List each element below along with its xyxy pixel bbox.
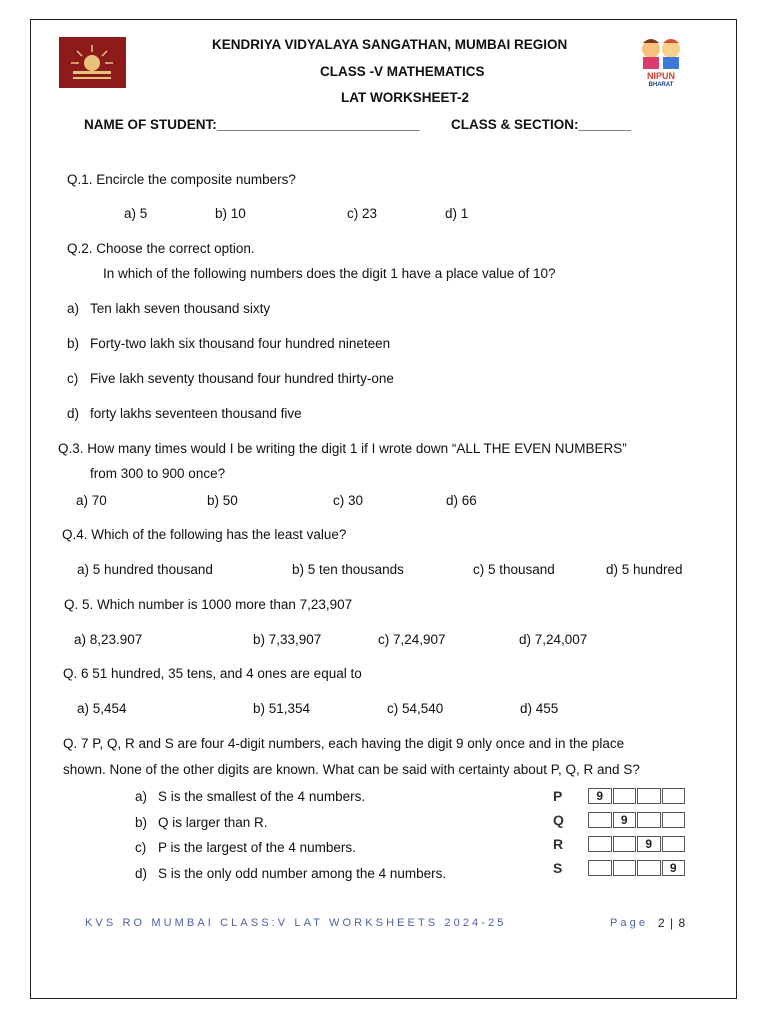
grid-row-p [588, 788, 686, 806]
worksheet-title: LAT WORKSHEET-2 [341, 90, 469, 105]
q4-option-a: a) 5 hundred thousand [77, 562, 213, 577]
q2-option-d-letter: d) [67, 406, 80, 421]
q5-option-b: b) 7,33,907 [253, 632, 322, 647]
grid-label-q: Q [553, 812, 564, 828]
grid-cell [613, 788, 637, 804]
q4-text: Q.4. Which of the following has the least value? [62, 527, 347, 542]
grid-cell [588, 836, 612, 852]
q2-option-a-letter: a) [67, 301, 80, 316]
svg-text:BHARAT: BHARAT [648, 82, 674, 87]
nipun-bharat-logo [633, 35, 689, 87]
q7-option-c: P is the largest of the 4 numbers. [158, 840, 356, 855]
grid-row-q [588, 812, 686, 830]
class-subject: CLASS -V MATHEMATICS [320, 64, 485, 79]
grid-cell [662, 812, 686, 828]
q6-option-a: a) 5,454 [77, 701, 127, 716]
student-name-field[interactable]: NAME OF STUDENT:___________________________ [84, 117, 420, 132]
class-section-field[interactable]: CLASS & SECTION:_______ [451, 117, 632, 132]
grid-cell: 9 [613, 812, 637, 828]
grid-label-r: R [553, 836, 564, 852]
q3-text-line1: Q.3. How many times would I be writing the digit 1 if I wrote down “ALL THE EVEN NUMBERS” [58, 441, 627, 456]
q6-text: Q. 6 51 hundred, 35 tens, and 4 ones are equal to [63, 666, 362, 681]
q1-text: Q.1. Encircle the composite numbers? [67, 172, 296, 187]
svg-text:NIPUN: NIPUN [646, 71, 676, 81]
q7-option-d-letter: d) [135, 866, 148, 881]
q3-option-d: d) 66 [446, 493, 477, 508]
q4-option-b: b) 5 ten thousands [292, 562, 404, 577]
q7-option-a: S is the smallest of the 4 numbers. [158, 789, 366, 804]
q1-option-a: a) 5 [124, 206, 148, 221]
school-title: KENDRIYA VIDYALAYA SANGATHAN, MUMBAI REGION [212, 37, 568, 52]
grid-cell [588, 860, 612, 876]
q7-text-line2: shown. None of the other digits are known. What can be said with certainty about P, Q, R and S? [63, 762, 640, 777]
q4-option-c: c) 5 thousand [473, 562, 555, 577]
q5-option-a: a) 8,23.907 [74, 632, 143, 647]
grid-row-s [588, 860, 686, 878]
footer-page-label: Page [610, 917, 649, 929]
q7-option-b: Q is larger than R. [158, 815, 268, 830]
grid-cell [637, 860, 661, 876]
grid-cell [637, 788, 661, 804]
q2-option-b: Forty-two lakh six thousand four hundred nineteen [90, 336, 391, 351]
grid-cell [588, 812, 612, 828]
q6-option-d: d) 455 [520, 701, 559, 716]
q6-option-c: c) 54,540 [387, 701, 444, 716]
q2-option-a: Ten lakh seven thousand sixty [90, 301, 271, 316]
q3-option-a: a) 70 [76, 493, 107, 508]
q7-text-line1: Q. 7 P, Q, R and S are four 4-digit numbers, each having the digit 9 only once and in the place [63, 736, 625, 751]
grid-cell: 9 [637, 836, 661, 852]
q4-option-d: d) 5 hundred [606, 562, 683, 577]
footer-page-number: 2 | 8 [658, 916, 687, 930]
q5-option-d: d) 7,24,007 [519, 632, 588, 647]
grid-cell: 9 [588, 788, 612, 804]
grid-label-s: S [553, 860, 563, 876]
kvs-logo [59, 37, 126, 88]
grid-label-p: P [553, 788, 563, 804]
grid-cell [662, 836, 686, 852]
grid-cell [637, 812, 661, 828]
q2-option-c-letter: c) [67, 371, 79, 386]
q7-option-c-letter: c) [135, 840, 147, 855]
grid-row-r [588, 836, 686, 854]
q3-text-line2: from 300 to 900 once? [90, 466, 226, 481]
q6-option-b: b) 51,354 [253, 701, 311, 716]
q5-text: Q. 5. Which number is 1000 more than 7,23,907 [64, 597, 353, 612]
q5-option-c: c) 7,24,907 [378, 632, 446, 647]
q3-option-c: c) 30 [333, 493, 364, 508]
footer-text: KVS RO MUMBAI CLASS:V LAT WORKSHEETS 2024-25 [85, 917, 507, 929]
q3-option-b: b) 50 [207, 493, 238, 508]
grid-cell: 9 [662, 860, 686, 876]
q2-option-d: forty lakhs seventeen thousand five [90, 406, 302, 421]
grid-cell [613, 836, 637, 852]
q2-subtext: In which of the following numbers does the digit 1 have a place value of 10? [103, 266, 556, 281]
q7-option-b-letter: b) [135, 815, 148, 830]
grid-cell [662, 788, 686, 804]
q1-option-b: b) 10 [215, 206, 246, 221]
q2-option-c: Five lakh seventy thousand four hundred thirty-one [90, 371, 394, 386]
q2-text: Q.2. Choose the correct option. [67, 241, 255, 256]
q2-option-b-letter: b) [67, 336, 80, 351]
q7-option-a-letter: a) [135, 789, 148, 804]
q1-option-d: d) 1 [445, 206, 469, 221]
grid-cell [613, 860, 637, 876]
q7-option-d: S is the only odd number among the 4 numbers. [158, 866, 447, 881]
q1-option-c: c) 23 [347, 206, 378, 221]
